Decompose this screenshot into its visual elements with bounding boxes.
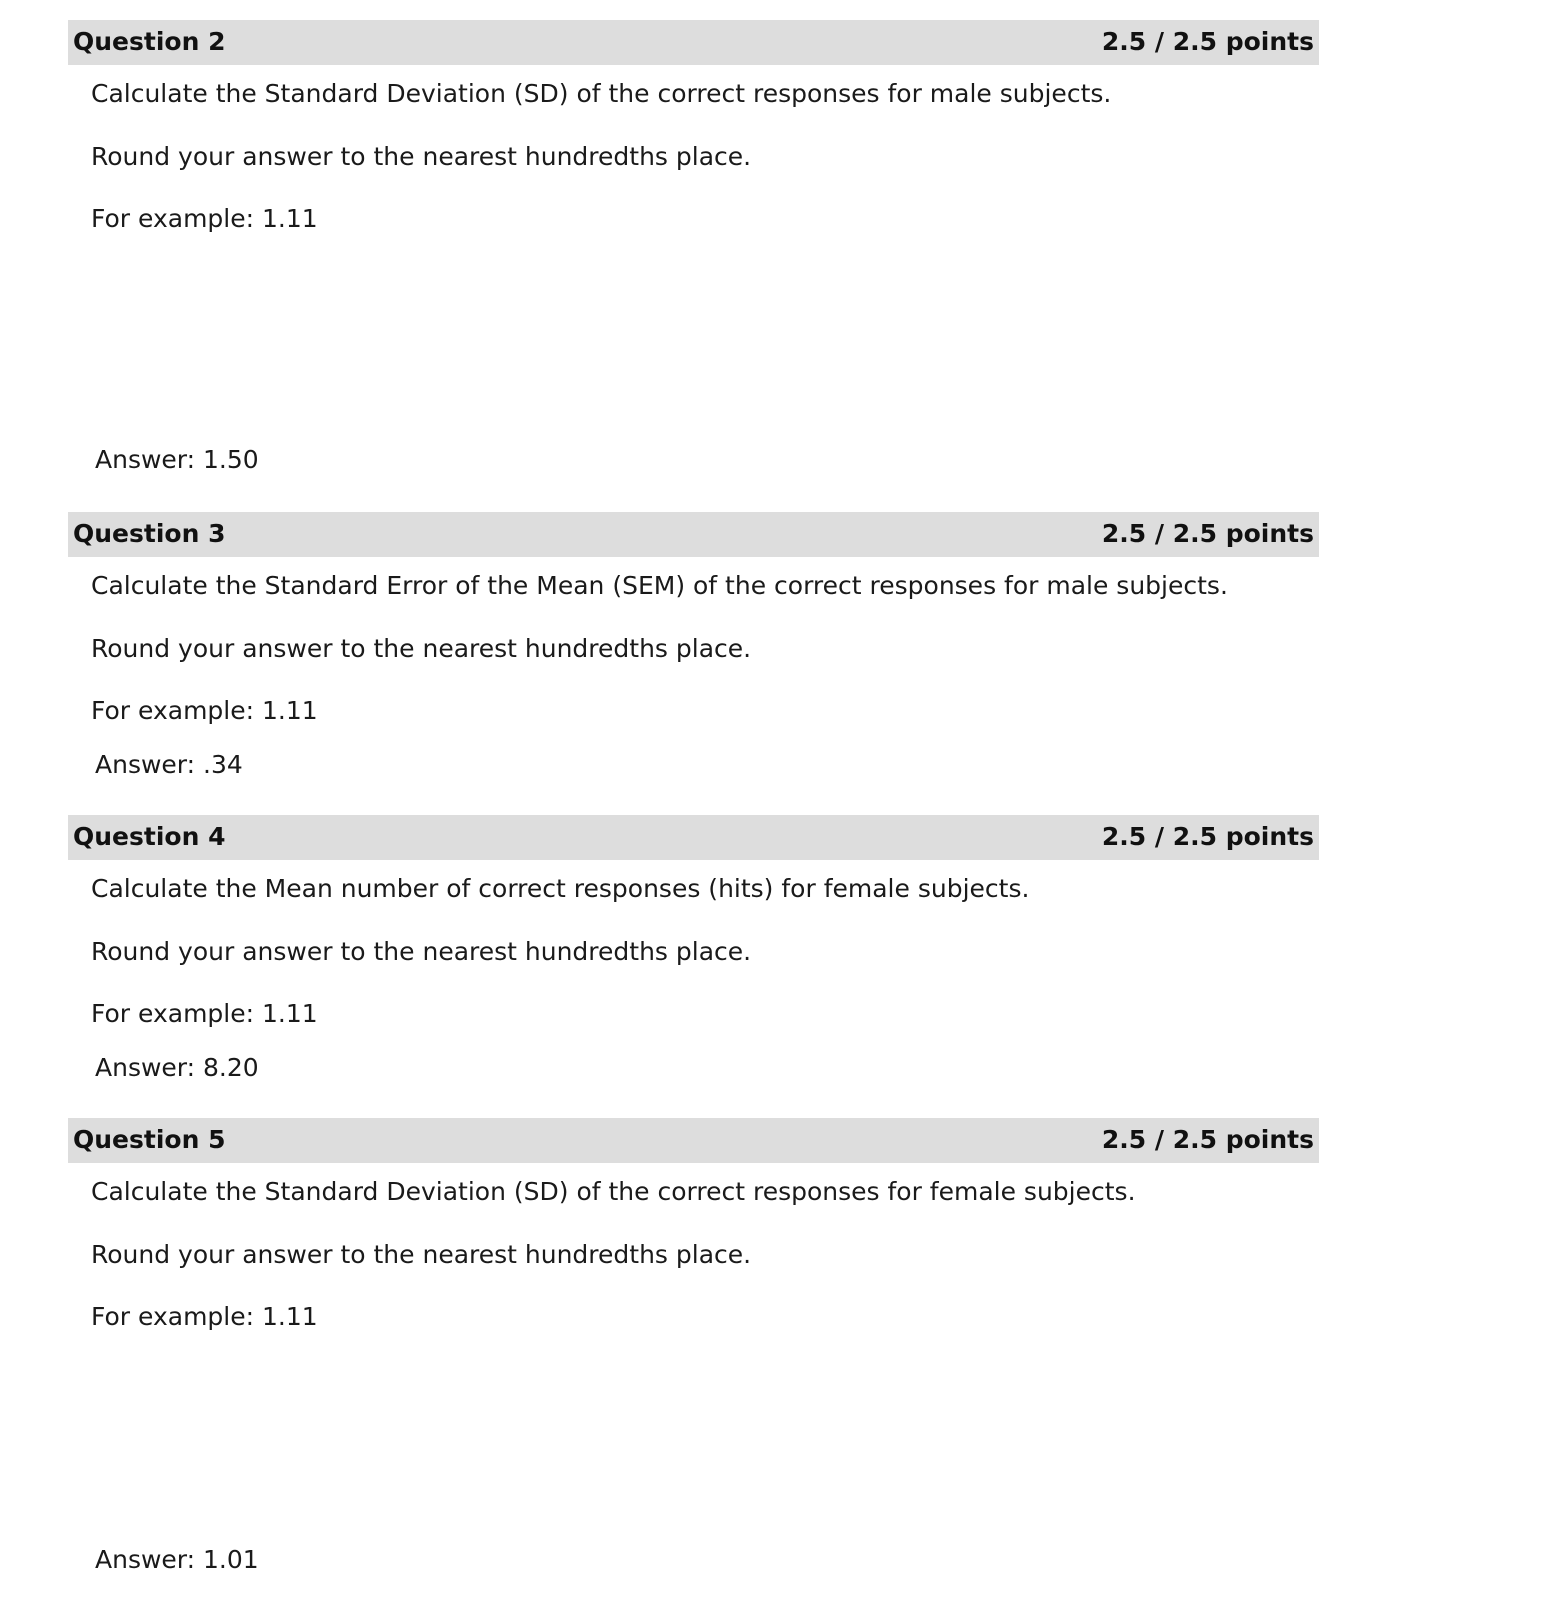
question-example: For example: 1.11 [91,1302,318,1331]
question-title: Question 4 [73,822,226,851]
question-answer: Answer: .34 [95,750,243,779]
question-points: 2.5 / 2.5 points [1101,519,1314,548]
question-title: Question 3 [73,519,226,548]
question-answer: Answer: 1.01 [95,1545,259,1574]
question-header [68,1118,1319,1163]
question-header [68,20,1319,65]
question-answer: Answer: 8.20 [95,1053,259,1082]
question-example: For example: 1.11 [91,204,318,233]
question-prompt: Calculate the Standard Deviation (SD) of the correct responses for male subjects. [91,79,1112,108]
question-answer: Answer: 1.50 [95,445,259,474]
question-example: For example: 1.11 [91,999,318,1028]
question-points: 2.5 / 2.5 points [1101,822,1314,851]
question-prompt: Calculate the Standard Error of the Mean (SEM) of the correct responses for male subjects. [91,571,1228,600]
question-prompt: Calculate the Mean number of correct responses (hits) for female subjects. [91,874,1030,903]
question-instruction: Round your answer to the nearest hundredths place. [91,937,752,966]
question-header [68,512,1319,557]
question-example: For example: 1.11 [91,696,318,725]
question-points: 2.5 / 2.5 points [1101,27,1314,56]
question-instruction: Round your answer to the nearest hundredths place. [91,634,752,663]
question-title: Question 5 [73,1125,226,1154]
question-header [68,815,1319,860]
question-points: 2.5 / 2.5 points [1101,1125,1314,1154]
question-instruction: Round your answer to the nearest hundredths place. [91,142,752,171]
question-prompt: Calculate the Standard Deviation (SD) of the correct responses for female subjects. [91,1177,1136,1206]
question-title: Question 2 [73,27,226,56]
question-instruction: Round your answer to the nearest hundredths place. [91,1240,752,1269]
